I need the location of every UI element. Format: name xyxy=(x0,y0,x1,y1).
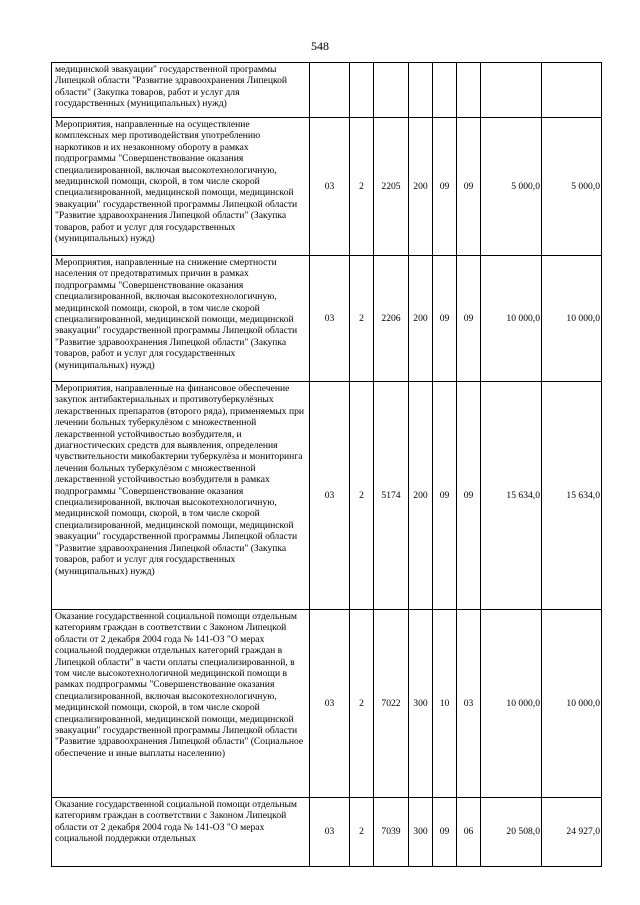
expense-type-code: 200 xyxy=(409,256,433,382)
row-description: медицинской эвакуации" государственной программы Липецкой области "Развитие здравоохранения Липецкой области" (Закупка товаров, работ и услуг для государственных (муниципальных) нужд) xyxy=(52,63,310,118)
item-code xyxy=(374,63,409,118)
table-row xyxy=(52,382,602,610)
section-code: 10 xyxy=(433,610,457,798)
amount-year-2: 24 927,0 xyxy=(542,798,602,867)
section-code: 09 xyxy=(433,118,457,256)
page-number: 548 xyxy=(311,39,329,53)
subsection-code: 09 xyxy=(457,256,481,382)
program-code: 03 xyxy=(310,382,350,610)
amount-year-1: 20 508,0 xyxy=(481,798,542,867)
amount-year-1: 10 000,0 xyxy=(481,610,542,798)
subprogram-code: 2 xyxy=(350,610,374,798)
row-description: Мероприятия, направленные на финансовое обеспечение закупок антибактериальных и противотуберкулёзных лекарственных препаратов (второго ряда), применяемых при лечении больных туберкулёзом с множественной лекарственной устойчивостью возбудителя, и диагностических средств для выявления, определения чувствительности микобактерии туберкулёза и мониторинга лечения больных туберкулёзом с множественной лекарственной устойчивостью возбудителя в рамках подпрограммы "Совершенствование оказания специализированной, включая высокотехнологичную, медицинской помощи, скорой, в том числе скорой специализированной, медицинской помощи, медицинской эвакуации" государственной программы Липецкой области "Развитие здравоохранения Липецкой области" (Закупка товаров, работ и услуг для государственных (муниципальных) нужд) xyxy=(52,382,310,610)
item-code: 7022 xyxy=(374,610,409,798)
item-code: 2206 xyxy=(374,256,409,382)
item-code: 5174 xyxy=(374,382,409,610)
amount-year-2: 5 000,0 xyxy=(542,118,602,256)
section-code: 09 xyxy=(433,798,457,867)
expense-type-code xyxy=(409,63,433,118)
row-description: Мероприятия, направленные на осуществление комплексных мер противодействия употреблению наркотиков и их незаконному обороту в рамках подпрограммы "Совершенствование оказания специализированной, включая высокотехнологичную, медицинской помощи, скорой, в том числе скорой специализированной, медицинской помощи, медицинской эвакуации" государственной программы Липецкой области "Развитие здравоохранения Липецкой области" (Закупка товаров, работ и услуг для государственных (муниципальных) нужд) xyxy=(52,118,310,256)
amount-year-1: 5 000,0 xyxy=(481,118,542,256)
subprogram-code: 2 xyxy=(350,256,374,382)
subprogram-code xyxy=(350,63,374,118)
program-code xyxy=(310,63,350,118)
budget-table-body xyxy=(52,63,602,867)
table-row xyxy=(52,256,602,382)
row-description: Оказание государственной социальной помощи отдельным категориям граждан в соответствии с Законом Липецкой области от 2 декабря 2004 года № 141-ОЗ "О мерах социальной поддержки отдельных категорий граждан в Липецкой области" в части оплаты специализированной, в том числе высокотехнологичной медицинской помощи в рамках подпрограммы "Совершенствование оказания специализированной, включая высокотехнологичную, медицинской помощи, скорой, в том числе скорой специализированной, медицинской помощи, медицинской эвакуации" государственной программы Липецкой области "Развитие здравоохранения Липецкой области" (Социальное обеспечение и иные выплаты населению) xyxy=(52,610,310,798)
program-code: 03 xyxy=(310,610,350,798)
expense-type-code: 200 xyxy=(409,118,433,256)
budget-table xyxy=(51,62,602,867)
expense-type-code: 300 xyxy=(409,798,433,867)
subprogram-code: 2 xyxy=(350,382,374,610)
row-description: Мероприятия, направленные на снижение смертности населения от предотвратимых причин в рамках подпрограммы "Совершенствование оказания специализированной, включая высокотехнологичную, медицинской помощи, скорой, в том числе скорой специализированной, медицинской помощи, медицинской эвакуации" государственной программы Липецкой области "Развитие здравоохранения Липецкой области" (Закупка товаров, работ и услуг для государственных (муниципальных) нужд) xyxy=(52,256,310,382)
expense-type-code: 300 xyxy=(409,610,433,798)
amount-year-2 xyxy=(542,63,602,118)
subprogram-code: 2 xyxy=(350,118,374,256)
section-code: 09 xyxy=(433,382,457,610)
subsection-code: 06 xyxy=(457,798,481,867)
program-code: 03 xyxy=(310,256,350,382)
table-row xyxy=(52,118,602,256)
table-row xyxy=(52,798,602,867)
subsection-code: 09 xyxy=(457,118,481,256)
amount-year-2: 10 000,0 xyxy=(542,256,602,382)
section-code xyxy=(433,63,457,118)
expense-type-code: 200 xyxy=(409,382,433,610)
item-code: 2205 xyxy=(374,118,409,256)
amount-year-1: 10 000,0 xyxy=(481,256,542,382)
table-row xyxy=(52,610,602,798)
amount-year-2: 10 000,0 xyxy=(542,610,602,798)
subsection-code xyxy=(457,63,481,118)
row-description: Оказание государственной социальной помощи отдельным категориям граждан в соответствии с Законом Липецкой области от 2 декабря 2004 года № 141-ОЗ "О мерах социальной поддержки отдельных xyxy=(52,798,310,867)
item-code: 7039 xyxy=(374,798,409,867)
subsection-code: 09 xyxy=(457,382,481,610)
table-row xyxy=(52,63,602,118)
subsection-code: 03 xyxy=(457,610,481,798)
amount-year-1 xyxy=(481,63,542,118)
amount-year-2: 15 634,0 xyxy=(542,382,602,610)
amount-year-1: 15 634,0 xyxy=(481,382,542,610)
program-code: 03 xyxy=(310,798,350,867)
section-code: 09 xyxy=(433,256,457,382)
subprogram-code: 2 xyxy=(350,798,374,867)
program-code: 03 xyxy=(310,118,350,256)
